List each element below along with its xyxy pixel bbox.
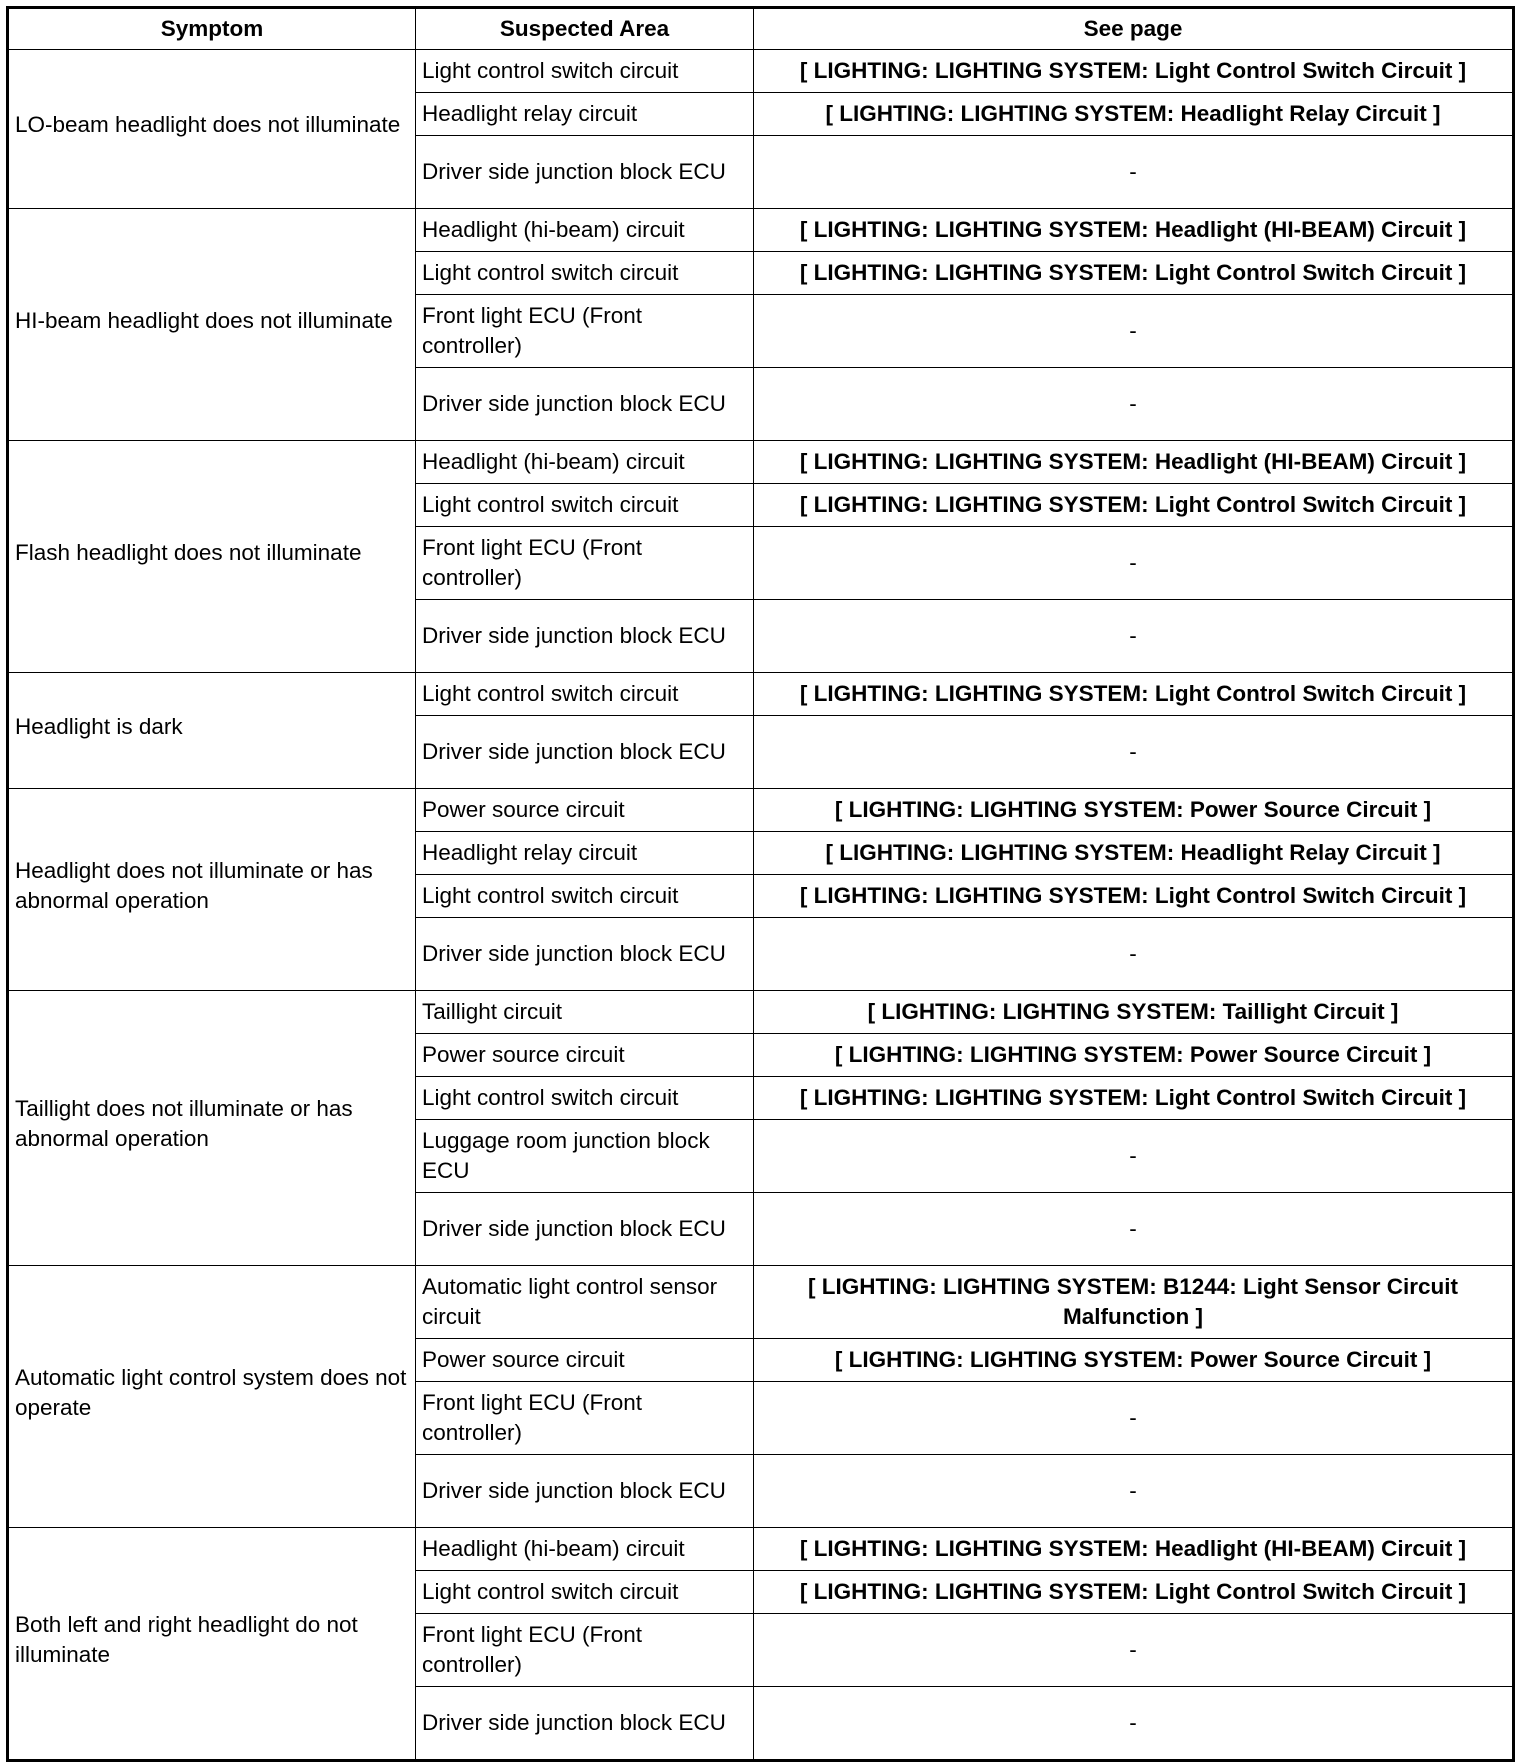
symptom-cell: LO-beam headlight does not illuminate — [8, 50, 416, 209]
see-page-cell: - — [754, 1120, 1514, 1193]
suspected-area-cell: Light control switch circuit — [416, 1571, 754, 1614]
see-page-cell: - — [754, 1455, 1514, 1528]
see-page-cell: [ LIGHTING: LIGHTING SYSTEM: Power Source Circuit ] — [754, 1339, 1514, 1382]
see-page-cell: [ LIGHTING: LIGHTING SYSTEM: Taillight Circuit ] — [754, 991, 1514, 1034]
see-page-cell: [ LIGHTING: LIGHTING SYSTEM: Light Control Switch Circuit ] — [754, 50, 1514, 93]
suspected-area-cell: Taillight circuit — [416, 991, 754, 1034]
suspected-area-cell: Headlight (hi-beam) circuit — [416, 441, 754, 484]
table-row — [8, 991, 1514, 1034]
see-page-cell: - — [754, 136, 1514, 209]
see-page-cell: [ LIGHTING: LIGHTING SYSTEM: Headlight Relay Circuit ] — [754, 93, 1514, 136]
see-page-cell: [ LIGHTING: LIGHTING SYSTEM: Light Control Switch Circuit ] — [754, 484, 1514, 527]
see-page-cell: [ LIGHTING: LIGHTING SYSTEM: Headlight (HI-BEAM) Circuit ] — [754, 209, 1514, 252]
table-header — [8, 8, 1514, 50]
see-page-cell: - — [754, 1193, 1514, 1266]
suspected-area-cell: Light control switch circuit — [416, 484, 754, 527]
see-page-cell: [ LIGHTING: LIGHTING SYSTEM: Headlight Relay Circuit ] — [754, 832, 1514, 875]
see-page-cell: [ LIGHTING: LIGHTING SYSTEM: Light Control Switch Circuit ] — [754, 1077, 1514, 1120]
see-page-cell: [ LIGHTING: LIGHTING SYSTEM: Light Control Switch Circuit ] — [754, 1571, 1514, 1614]
header-row — [8, 8, 1514, 50]
suspected-area-cell: Power source circuit — [416, 1339, 754, 1382]
see-page-cell: - — [754, 1382, 1514, 1455]
symptom-cell: Both left and right headlight do not illuminate — [8, 1528, 416, 1761]
suspected-area-cell: Front light ECU (Front controller) — [416, 527, 754, 600]
header-see-page: See page — [754, 8, 1514, 50]
table-body — [8, 50, 1514, 1761]
see-page-cell: - — [754, 1614, 1514, 1687]
see-page-cell: [ LIGHTING: LIGHTING SYSTEM: Light Control Switch Circuit ] — [754, 875, 1514, 918]
suspected-area-cell: Headlight (hi-beam) circuit — [416, 1528, 754, 1571]
suspected-area-cell: Driver side junction block ECU — [416, 1455, 754, 1528]
table-row — [8, 441, 1514, 484]
see-page-cell: - — [754, 527, 1514, 600]
see-page-cell: - — [754, 1687, 1514, 1761]
symptom-cell: Automatic light control system does not operate — [8, 1266, 416, 1528]
suspected-area-cell: Driver side junction block ECU — [416, 136, 754, 209]
table-row — [8, 1266, 1514, 1339]
table-row — [8, 50, 1514, 93]
see-page-cell: [ LIGHTING: LIGHTING SYSTEM: Power Source Circuit ] — [754, 789, 1514, 832]
see-page-cell: [ LIGHTING: LIGHTING SYSTEM: B1244: Light Sensor Circuit Malfunction ] — [754, 1266, 1514, 1339]
symptom-cell: Flash headlight does not illuminate — [8, 441, 416, 673]
suspected-area-cell: Driver side junction block ECU — [416, 716, 754, 789]
suspected-area-cell: Light control switch circuit — [416, 673, 754, 716]
see-page-cell: [ LIGHTING: LIGHTING SYSTEM: Headlight (HI-BEAM) Circuit ] — [754, 1528, 1514, 1571]
suspected-area-cell: Power source circuit — [416, 1034, 754, 1077]
suspected-area-cell: Driver side junction block ECU — [416, 1193, 754, 1266]
symptom-cell: Taillight does not illuminate or has abnormal operation — [8, 991, 416, 1266]
table-container — [6, 6, 1515, 1762]
table-row — [8, 1528, 1514, 1571]
suspected-area-cell: Light control switch circuit — [416, 875, 754, 918]
see-page-cell: [ LIGHTING: LIGHTING SYSTEM: Power Source Circuit ] — [754, 1034, 1514, 1077]
suspected-area-cell: Light control switch circuit — [416, 252, 754, 295]
suspected-area-cell: Power source circuit — [416, 789, 754, 832]
suspected-area-cell: Headlight relay circuit — [416, 93, 754, 136]
suspected-area-cell: Light control switch circuit — [416, 50, 754, 93]
see-page-cell: - — [754, 600, 1514, 673]
see-page-cell: - — [754, 716, 1514, 789]
suspected-area-cell: Front light ECU (Front controller) — [416, 1382, 754, 1455]
header-suspected-area: Suspected Area — [416, 8, 754, 50]
suspected-area-cell: Luggage room junction block ECU — [416, 1120, 754, 1193]
suspected-area-cell: Driver side junction block ECU — [416, 1687, 754, 1761]
see-page-cell: [ LIGHTING: LIGHTING SYSTEM: Headlight (HI-BEAM) Circuit ] — [754, 441, 1514, 484]
see-page-cell: - — [754, 918, 1514, 991]
symptom-cell: Headlight is dark — [8, 673, 416, 789]
suspected-area-cell: Driver side junction block ECU — [416, 368, 754, 441]
table-row — [8, 673, 1514, 716]
suspected-area-cell: Front light ECU (Front controller) — [416, 1614, 754, 1687]
table-row — [8, 209, 1514, 252]
header-symptom: Symptom — [8, 8, 416, 50]
see-page-cell: [ LIGHTING: LIGHTING SYSTEM: Light Control Switch Circuit ] — [754, 252, 1514, 295]
suspected-area-cell: Light control switch circuit — [416, 1077, 754, 1120]
suspected-area-cell: Headlight (hi-beam) circuit — [416, 209, 754, 252]
symptom-table — [6, 6, 1515, 1762]
suspected-area-cell: Automatic light control sensor circuit — [416, 1266, 754, 1339]
table-row — [8, 789, 1514, 832]
symptom-cell: Headlight does not illuminate or has abnormal operation — [8, 789, 416, 991]
see-page-cell: - — [754, 368, 1514, 441]
suspected-area-cell: Front light ECU (Front controller) — [416, 295, 754, 368]
see-page-cell: [ LIGHTING: LIGHTING SYSTEM: Light Control Switch Circuit ] — [754, 673, 1514, 716]
suspected-area-cell: Driver side junction block ECU — [416, 600, 754, 673]
suspected-area-cell: Headlight relay circuit — [416, 832, 754, 875]
see-page-cell: - — [754, 295, 1514, 368]
symptom-cell: HI-beam headlight does not illuminate — [8, 209, 416, 441]
suspected-area-cell: Driver side junction block ECU — [416, 918, 754, 991]
